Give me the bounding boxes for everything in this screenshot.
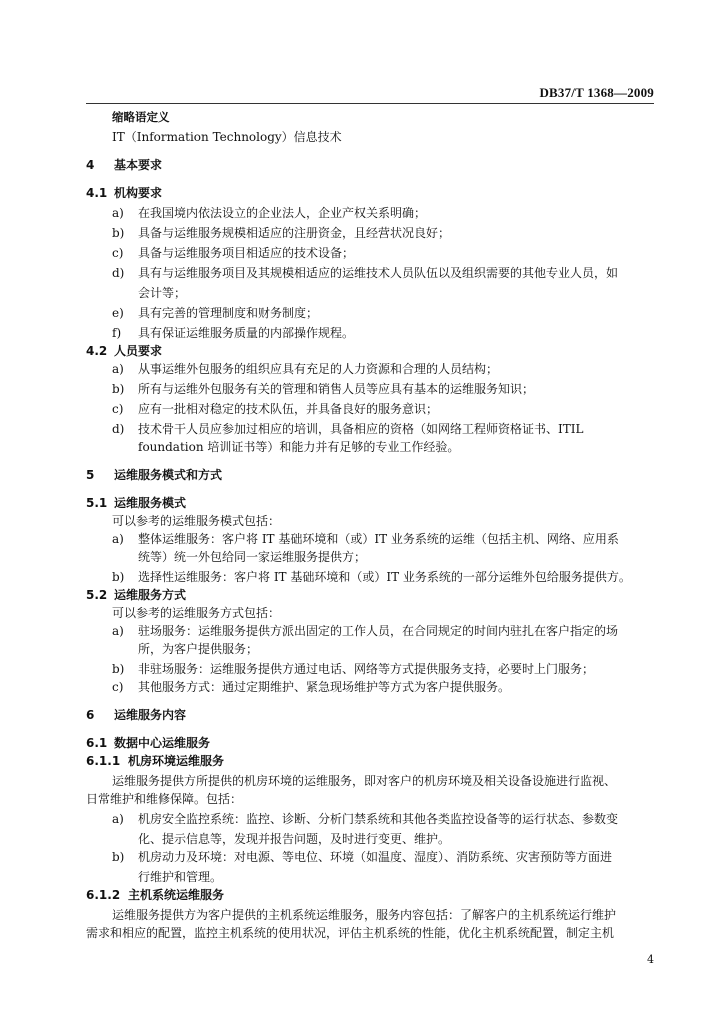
list-item: [112, 422, 583, 437]
list-item: [112, 680, 510, 695]
list-item: [112, 362, 498, 377]
section-number: 5.1: [86, 496, 108, 510]
section-number: 5: [86, 468, 95, 482]
item-text: 整体运维服务：客户将 IT 基础环境和（或）IT 业务系统的运维（包括主机、网络、应用系: [138, 532, 619, 546]
item-marker: a): [112, 624, 124, 638]
item-marker: b): [112, 382, 125, 396]
section-title: 人员要求: [114, 344, 163, 358]
section-title: 运维服务模式和方式: [114, 468, 223, 482]
list-item: [112, 812, 618, 827]
list-item: [112, 662, 594, 677]
page-number: 4: [647, 953, 654, 966]
paragraph: 可以参考的运维服务方式包括：: [112, 606, 281, 620]
abbr-it-definition: IT（Information Technology）信息技术: [112, 130, 342, 144]
list-item: [112, 402, 438, 417]
list-item: [112, 206, 426, 221]
item-marker: a): [112, 812, 124, 826]
section-4-heading: [86, 158, 162, 173]
list-item-continuation: 所，为客户提供服务；: [138, 642, 259, 656]
list-item-continuation: 统等）统一外包给同一家运维服务提供方；: [138, 550, 367, 564]
item-marker: c): [112, 680, 124, 694]
section-number: 4.1: [86, 186, 108, 200]
item-text: 具有保证运维服务质量的内部操作规程。: [138, 326, 355, 340]
header-rule: [86, 103, 654, 104]
item-text: 应有一批相对稳定的技术队伍，并具备良好的服务意识；: [138, 402, 439, 416]
section-title: 机构要求: [114, 186, 163, 200]
list-item-continuation: 会计等；: [138, 286, 187, 300]
section-number: 6.1.1: [86, 754, 121, 768]
section-title: 运维服务内容: [114, 708, 187, 722]
section-6-1-2-heading: [86, 888, 224, 903]
document-code: DB37/T 1368—2009: [539, 85, 654, 100]
section-5-2-heading: [86, 588, 186, 603]
paragraph: 运维服务提供方为客户提供的主机系统运维服务，服务内容包括：了解客户的主机系统运行维护: [112, 908, 617, 922]
list-item: [112, 532, 619, 547]
item-text: 具有完善的管理制度和财务制度；: [138, 306, 319, 320]
item-text: 驻场服务：运维服务提供方派出固定的工作人员，在合同规定的时间内驻扎在客户指定的场: [138, 624, 619, 638]
section-6-heading: [86, 708, 186, 723]
item-marker: a): [112, 362, 124, 376]
item-marker: a): [112, 206, 124, 220]
item-text: 所有与运维外包服务有关的管理和销售人员等应具有基本的运维服务知识；: [138, 382, 535, 396]
section-title: 运维服务方式: [114, 588, 187, 602]
paragraph: 可以参考的运维服务模式包括：: [112, 514, 281, 528]
item-text: 具备与运维服务项目相适应的技术设备；: [138, 246, 355, 260]
section-title: 基本要求: [114, 158, 163, 172]
section-title: 机房环境运维服务: [128, 754, 225, 768]
item-text: 机房动力及环境：对电源、等电位、环境（如温度、湿度）、消防系统、灾害预防等方面进: [138, 850, 613, 864]
section-title: 主机系统运维服务: [128, 888, 225, 902]
item-text: 在我国境内依法设立的企业法人，企业产权关系明确；: [138, 206, 427, 220]
section-5-heading: [86, 468, 222, 483]
list-item: [112, 306, 318, 321]
section-number: 4.2: [86, 344, 108, 358]
list-item: [112, 266, 618, 281]
section-number: 6.1.2: [86, 888, 121, 902]
section-number: 6.1: [86, 736, 108, 750]
list-item: [112, 226, 450, 241]
item-marker: c): [112, 246, 124, 260]
item-marker: f): [112, 326, 122, 340]
item-marker: b): [112, 850, 125, 864]
paragraph-continuation: 日常维护和维修保障。包括：: [86, 792, 243, 806]
item-text: 机房安全监控系统：监控、诊断、分析门禁系统和其他各类监控设备等的运行状态、参数变: [138, 812, 619, 826]
item-marker: b): [112, 662, 125, 676]
item-marker: a): [112, 532, 124, 546]
item-marker: e): [112, 306, 124, 320]
item-marker: b): [112, 570, 125, 584]
item-text: 其他服务方式：通过定期维护、紧急现场维护等方式为客户提供服务。: [138, 680, 511, 694]
list-item: [112, 246, 354, 261]
list-item-continuation: foundation 培训证书等）和能力并有足够的专业工作经验。: [138, 440, 460, 454]
item-marker: c): [112, 402, 124, 416]
abbr-heading: 缩略语定义: [112, 110, 170, 124]
section-6-1-heading: [86, 736, 210, 751]
item-text: 具有与运维服务项目及其规模相适应的运维技术人员队伍以及组织需要的其他专业人员，如: [138, 266, 619, 280]
section-4-2-heading: [86, 344, 162, 359]
section-number: 6: [86, 708, 95, 722]
list-item: [112, 326, 354, 341]
list-item: [112, 624, 618, 639]
list-item-continuation: 行维护和管理。: [138, 870, 223, 884]
section-6-1-1-heading: [86, 754, 224, 769]
list-item: [112, 382, 534, 397]
list-item: [112, 570, 631, 585]
section-5-1-heading: [86, 496, 186, 511]
paragraph-continuation: 需求和相应的配置，监控主机系统的使用状况，评估主机系统的性能，优化主机系统配置，制定主机: [86, 926, 615, 940]
section-4-1-heading: [86, 186, 162, 201]
list-item: [112, 850, 612, 865]
item-text: 选择性运维服务：客户将 IT 基础环境和（或）IT 业务系统的一部分运维外包给服务提供方。: [138, 570, 631, 584]
item-text: 具备与运维服务规模相适应的注册资金，且经营状况良好；: [138, 226, 451, 240]
section-number: 4: [86, 158, 95, 172]
item-marker: d): [112, 266, 125, 280]
section-title: 数据中心运维服务: [114, 736, 211, 750]
list-item-continuation: 化、提示信息等，发现并报告问题，及时进行变更、维护。: [138, 832, 451, 846]
item-text: 技术骨干人员应参加过相应的培训，具备相应的资格（如网络工程师资格证书、ITIL: [138, 422, 584, 436]
section-title: 运维服务模式: [114, 496, 187, 510]
item-marker: d): [112, 422, 125, 436]
item-text: 非驻场服务：运维服务提供方通过电话、网络等方式提供服务支持，必要时上门服务；: [138, 662, 595, 676]
paragraph: 运维服务提供方所提供的机房环境的运维服务，即对客户的机房环境及相关设备设施进行监视、: [112, 774, 617, 788]
item-marker: b): [112, 226, 125, 240]
item-text: 从事运维外包服务的组织应具有充足的人力资源和合理的人员结构；: [138, 362, 499, 376]
section-number: 5.2: [86, 588, 108, 602]
